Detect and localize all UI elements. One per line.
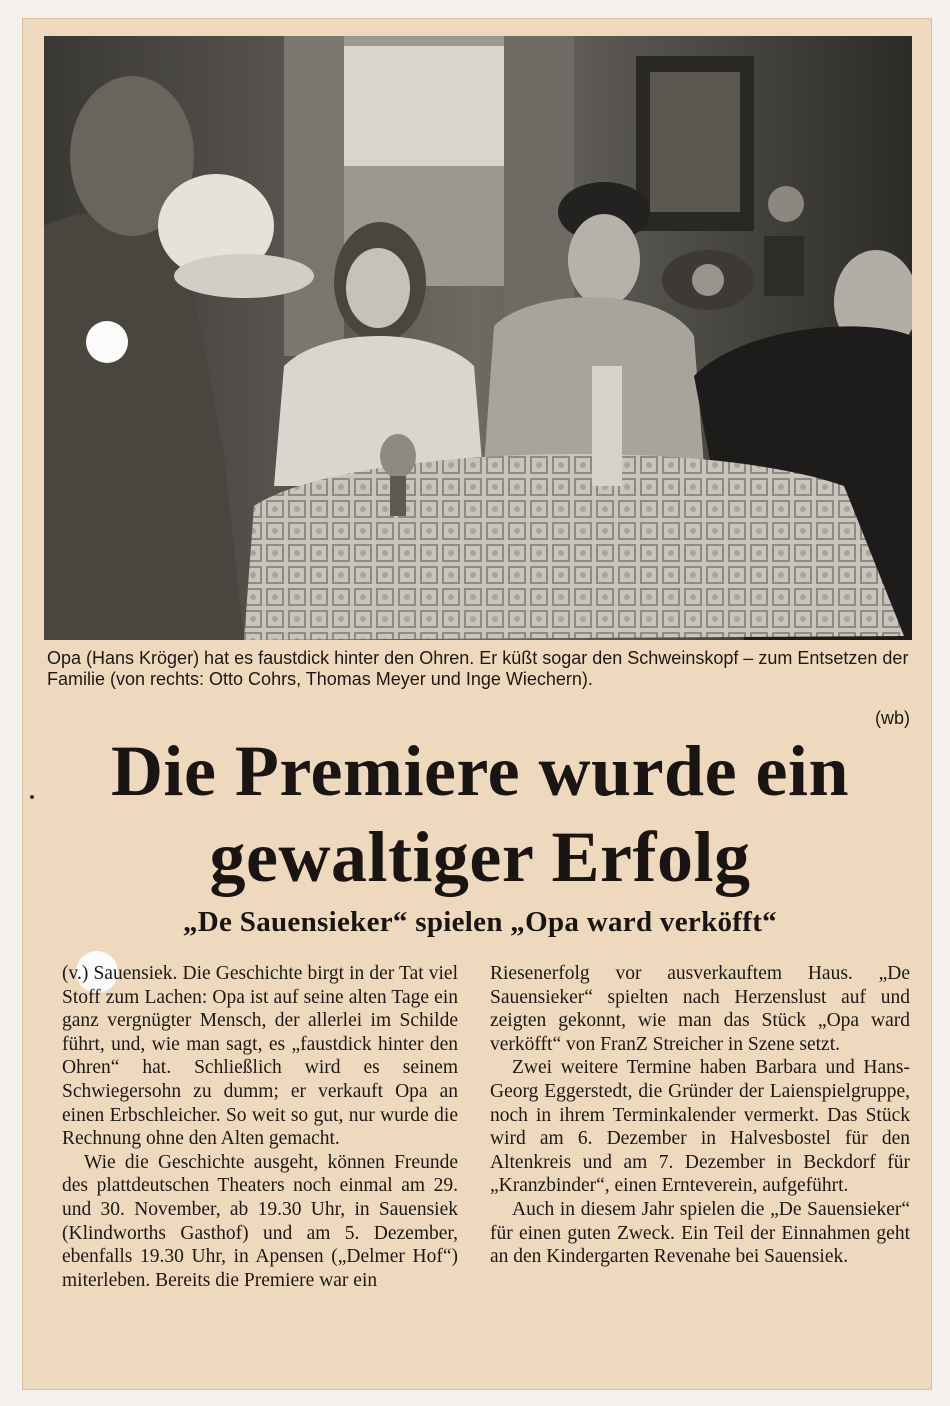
paragraph: Riesenerfolg vor ausverkauftem Haus. „De Sauensieker“ spielten nach Herzenslust auf und zeigten gekonnt, wie man das Stück „Opa ward verköfft“ von FranZ Streicher in Szene setzt. [490, 963, 910, 1055]
punch-hole-top [86, 321, 128, 363]
photo-credit: (wb) [875, 708, 910, 728]
paragraph: (v.) Sauensiek. Die Geschichte birgt in der Tat viel Stoff zum Lachen: Opa ist auf seine alten Tage ein ganz vergnügter Mensch, der allerlei im Schilde führt, und, wie man sagt, es „faustdick hinter den Ohren“ hat. Schließlich wird es seinem Schwiegersohn zu dumm; er verkauft Opa an einen Erbschleicher. So weit so gut, nur wurde die Rechnung ohne den Alten gemacht. [62, 963, 458, 1150]
paragraph: Auch in diesem Jahr spielen die „De Sauensieker“ für einen guten Zweck. Ein Teil der Einnahmen geht an den Kindergarten Revenahe bei Sauensiek. [490, 1198, 910, 1268]
paragraph: Wie die Geschichte ausgeht, können Freunde des plattdeutschen Theaters noch einmal am 29. und 30. November, ab 19.30 Uhr, in Sauensiek (Klindworths Gasthof) und am 5. Dezember, ebenfalls 19.30 Uhr, in Apensen („Delmer Hof“) miterleben. Bereits die Premiere war ein [62, 1151, 458, 1291]
paragraph: Zwei weitere Termine haben Barbara und Hans-Georg Eggerstedt, die Gründer der Laienspielgruppe, noch in ihrem Terminkalender vermerkt. Das Stück wird am 6. Dezember in Halvesbostel für den Altenkreis und am 7. Dezember in Beckdorf für „Kranzbinder“, einen Ernteverein, aufgeführt. [490, 1057, 910, 1197]
headline [40, 728, 920, 900]
headline-line-2: gewaltiger Erfolg [209, 817, 751, 897]
photo-scene-image [44, 36, 912, 640]
headline-line-1: Die Premiere wurde ein [110, 731, 850, 811]
print-speck [30, 795, 34, 799]
article-column-left [62, 962, 458, 1292]
article-column-right [490, 962, 910, 1269]
subheadline: „De Sauensieker“ spielen „Opa ward verköfft“ [183, 906, 777, 938]
photo-caption: Opa (Hans Kröger) hat es faustdick hinter den Ohren. Er küßt sogar den Schweinskopf – zum Entsetzen der Familie (von rechts: Otto Cohrs, Thomas Meyer und Inge Wiechern). [47, 648, 909, 689]
article-photo [44, 36, 912, 640]
